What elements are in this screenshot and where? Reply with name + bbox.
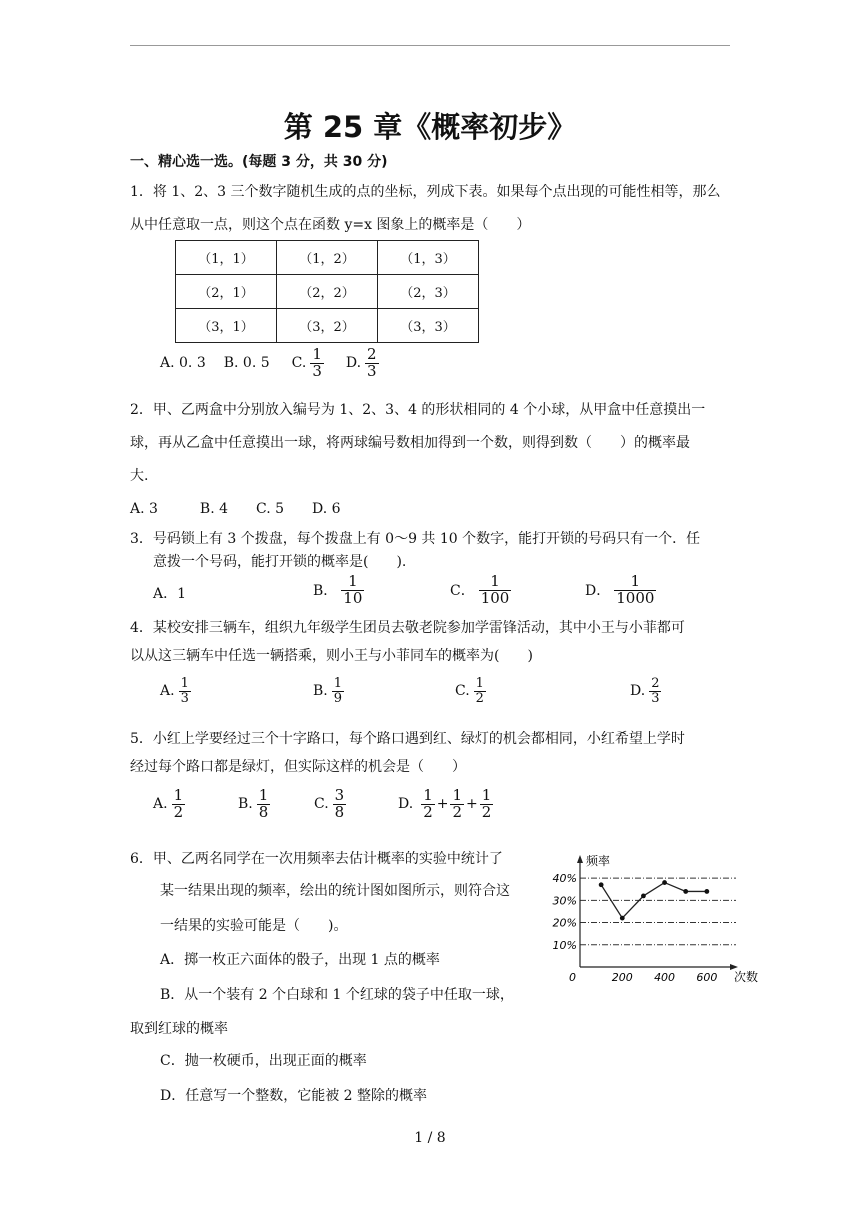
table-cell: （1，3） <box>378 241 479 275</box>
q1-option-a: A. 0. 3 <box>160 355 206 372</box>
q5-option-c <box>314 788 346 821</box>
option-label: B. <box>313 683 328 700</box>
q3-line1: 3．号码锁上有 3 个拨盘，每个拨盘上有 0～9 共 10 个数字，能打开锁的号码只有一个．任 <box>130 531 701 547</box>
option-label: B. <box>238 796 253 813</box>
denominator: 8 <box>334 802 345 821</box>
denominator: 3 <box>651 690 660 706</box>
q3-option-d-fraction <box>614 574 656 607</box>
denominator: 3 <box>367 361 377 380</box>
denominator: 2 <box>481 802 492 821</box>
denominator: 2 <box>475 690 484 706</box>
q6-option-c: C．抛一枚硬币，出现正面的概率 <box>160 1053 367 1069</box>
q5-option-d-fraction-2 <box>450 788 464 821</box>
table-row <box>176 309 479 343</box>
q6-option-a: A．掷一枚正六面体的骰子，出现 1 点的概率 <box>160 952 440 968</box>
y-axis-label: 频率 <box>586 854 611 868</box>
q4-option-b-fraction <box>332 677 344 705</box>
q5-option-d-fraction-1 <box>421 788 435 821</box>
q5-option-d <box>398 788 493 821</box>
option-label: C. <box>455 683 470 700</box>
q1-option-b: B. 0. 5 <box>223 355 270 372</box>
y-tick-label: 30% <box>552 894 577 908</box>
data-point <box>620 916 625 921</box>
numerator: 1 <box>630 572 641 590</box>
data-point <box>683 889 688 894</box>
option-label: C． <box>450 583 475 600</box>
q5-option-b-fraction <box>257 788 271 821</box>
data-point <box>704 889 709 894</box>
axes <box>577 855 738 970</box>
option-label: A. <box>160 683 175 700</box>
numerator: 1 <box>475 676 484 691</box>
data-point <box>662 880 667 885</box>
q6-option-b-line2: 取到红球的概率 <box>130 1021 228 1037</box>
table-cell: （3，2） <box>277 309 378 343</box>
numerator: 1 <box>180 676 189 691</box>
q5-option-b <box>238 788 270 821</box>
y-tick-label: 40% <box>552 872 577 886</box>
denominator: 2 <box>423 802 433 821</box>
x-tick-label: 0 <box>569 971 576 984</box>
data-point <box>599 882 604 887</box>
option-label: C. <box>314 796 329 813</box>
q4-option-d <box>630 677 661 705</box>
data-point <box>641 893 646 898</box>
denominator: 2 <box>452 802 463 821</box>
numerator: 1 <box>423 786 433 804</box>
denominator: 9 <box>333 690 343 706</box>
denominator: 2 <box>173 802 184 821</box>
numerator: 2 <box>367 345 377 363</box>
q5-option-c-fraction <box>333 788 347 821</box>
q3-option-c-fraction <box>479 574 512 607</box>
tick-labels <box>553 853 758 984</box>
table-cell: （2，2） <box>277 275 378 309</box>
q4-line2: 以从这三辆车中任选一辆搭乘，则小王与小菲同车的概率为( ) <box>130 648 533 664</box>
q4-option-a-fraction <box>179 677 191 705</box>
numerator: 1 <box>348 572 358 590</box>
y-tick-label: 20% <box>552 916 577 930</box>
x-tick-label: 600 <box>696 971 718 984</box>
page-title: 第 25 章《概率初步》 <box>283 110 577 144</box>
q4-option-c-fraction <box>474 677 486 705</box>
y-tick-label: 10% <box>552 938 577 952</box>
q6-option-b-line1: B．从一个装有 2 个白球和 1 个红球的袋子中任取一球， <box>160 987 514 1003</box>
numerator: 1 <box>490 572 500 590</box>
numerator: 1 <box>258 786 269 804</box>
q6-line2: 某一结果出现的频率，绘出的统计图如图所示，则符合这 <box>160 883 510 899</box>
q5-line1: 5．小红上学要经过三个十字路口，每个路口遇到红、绿灯的机会都相同，小红希望上学时 <box>130 731 685 747</box>
y-axis-arrow <box>577 855 583 863</box>
q6-line3: 一结果的实验可能是（ )。 <box>160 918 348 934</box>
q5-option-d-fraction-3 <box>480 788 494 821</box>
table-row <box>176 275 479 309</box>
q3-option-b <box>313 574 364 607</box>
option-label: D. <box>630 683 646 700</box>
q4-option-a <box>160 677 191 705</box>
plus-sign: + <box>436 796 449 813</box>
q1-options <box>160 347 379 380</box>
q2-options: A. 3 B. 4 C. 5 D. 6 <box>130 501 341 517</box>
numerator: 1 <box>333 676 343 691</box>
table-cell: （3，1） <box>176 309 277 343</box>
table-cell: （1，1） <box>176 241 277 275</box>
denominator: 3 <box>312 361 322 380</box>
q6-option-d: D．任意写一个整数，它能被 2 整除的概率 <box>160 1088 428 1104</box>
table-cell: （2，1） <box>176 275 277 309</box>
table-cell: （2，3） <box>378 275 479 309</box>
numerator: 1 <box>312 345 322 363</box>
option-label: D. <box>398 796 414 813</box>
numerator: 2 <box>651 676 660 691</box>
q6-line1: 6．甲、乙两名同学在一次用频率去估计概率的实验中统计了 <box>130 851 503 867</box>
coordinate-table <box>175 240 479 343</box>
numerator: 1 <box>173 786 184 804</box>
page-number: 1 / 8 <box>414 1130 446 1146</box>
q1-option-c-fraction <box>310 347 324 380</box>
denominator: 10 <box>343 588 363 607</box>
option-label: B． <box>313 583 338 600</box>
q3-option-c <box>450 574 511 607</box>
header-rule <box>130 45 730 46</box>
numerator: 3 <box>334 786 345 804</box>
q2-line1: 2．甲、乙两盒中分别放入编号为 1、2、3、4 的形状相同的 4 个小球，从甲盒中任意摸出一 <box>130 402 706 418</box>
q5-option-a-fraction <box>172 788 186 821</box>
option-label: A. <box>153 796 168 813</box>
option-label: D． <box>585 583 611 600</box>
plus-sign: + <box>466 796 478 813</box>
numerator: 1 <box>481 786 492 804</box>
x-tick-label: 200 <box>611 971 633 984</box>
frequency-line-chart <box>548 850 759 984</box>
denominator: 100 <box>480 588 510 607</box>
q1-line2: 从中任意取一点，则这个点在函数 y=x 图象上的概率是（ ） <box>130 217 531 233</box>
denominator: 1000 <box>616 588 655 607</box>
q1-option-d-label: D. <box>345 355 362 372</box>
q3-option-a: A．1 <box>153 586 187 602</box>
section-heading: 一、精心选一选。(每题 3 分，共 30 分) <box>130 154 388 170</box>
table-cell: （1，2） <box>277 241 378 275</box>
denominator: 8 <box>258 802 269 821</box>
q3-option-b-fraction <box>341 574 364 607</box>
q4-option-b <box>313 677 344 705</box>
table-cell: （3，3） <box>378 309 479 343</box>
q5-line2: 经过每个路口都是绿灯，但实际这样的机会是（ ） <box>130 759 466 775</box>
q4-option-c <box>455 677 486 705</box>
q4-option-d-fraction <box>649 677 661 705</box>
q1-option-c-label: C. <box>291 355 307 372</box>
q2-line3: 大. <box>130 468 149 484</box>
numerator: 1 <box>452 786 463 804</box>
q1-line1: 1．将 1、2、3 三个数字随机生成的点的坐标，列成下表。如果每个点出现的可能性相等，那么 <box>130 184 721 200</box>
table-row <box>176 241 479 275</box>
q5-option-a <box>153 788 185 821</box>
denominator: 3 <box>180 690 189 706</box>
q3-line2: 意拨一个号码，能打开锁的概率是( ). <box>153 554 407 570</box>
x-tick-label: 400 <box>654 971 676 984</box>
q2-line2: 球，再从乙盒中任意摸出一球，将两球编号数相加得到一个数，则得到数（ ）的概率最 <box>130 435 690 451</box>
q1-option-d-fraction <box>365 347 379 380</box>
q4-line1: 4．某校安排三辆车，组织九年级学生团员去敬老院参加学雷锋活动，其中小王与小菲都可 <box>130 620 685 636</box>
x-axis-label: 次数 <box>734 970 759 984</box>
q3-option-d <box>585 574 656 607</box>
